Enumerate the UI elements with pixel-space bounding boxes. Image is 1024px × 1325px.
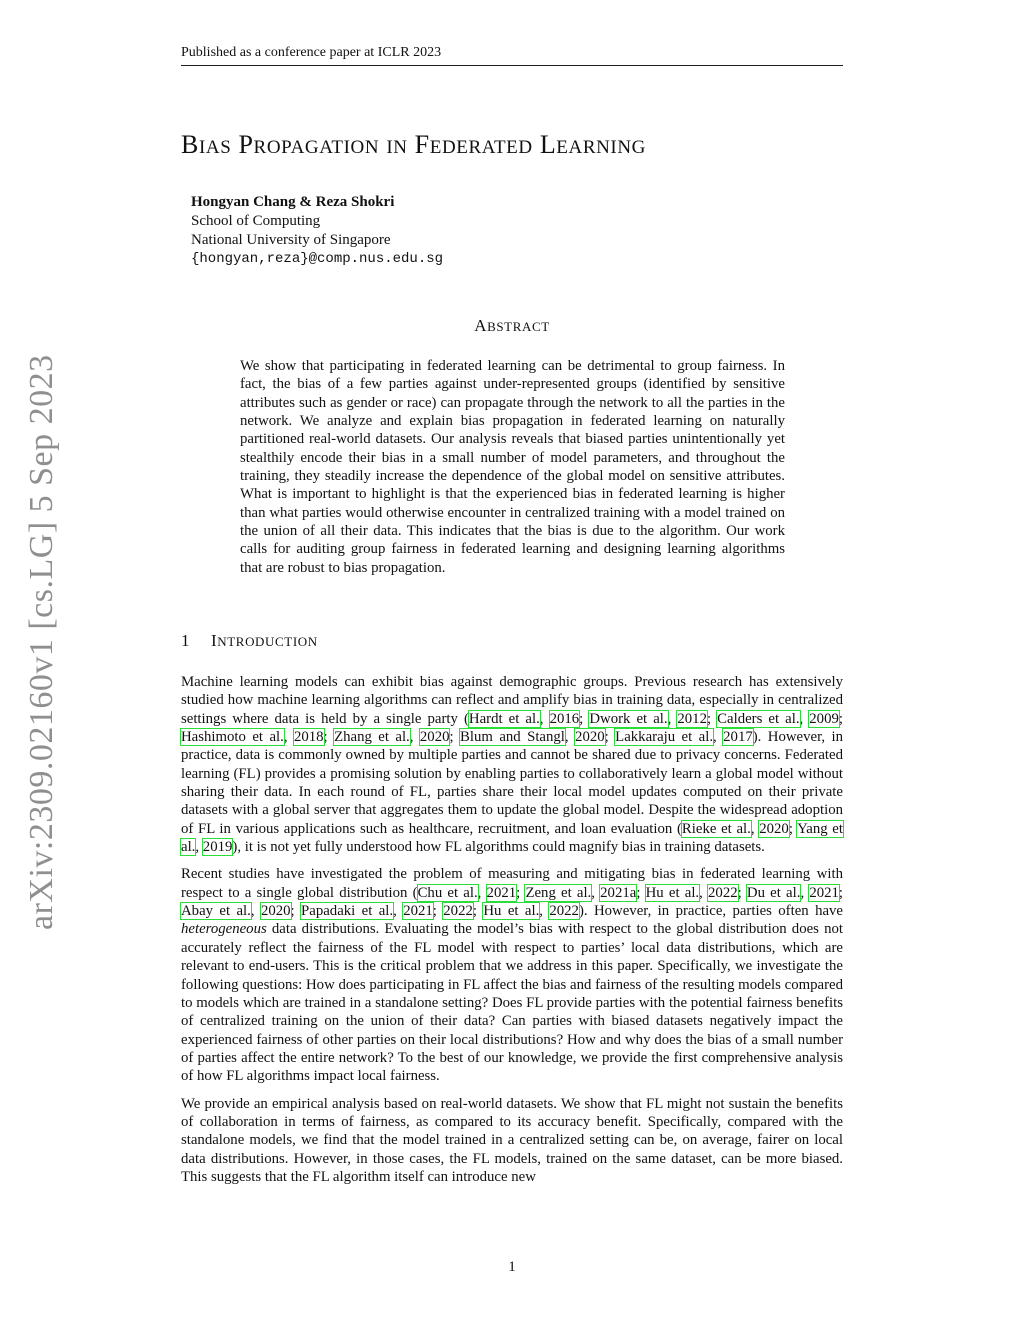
citation-year-link[interactable]: 2009	[809, 710, 839, 727]
citation-link[interactable]: Hu et al.	[483, 903, 540, 920]
citation-year-link[interactable]: 2021	[809, 884, 839, 901]
citation-link[interactable]: Blum and Stangl	[460, 729, 565, 746]
abstract-heading: ABSTRACT	[474, 316, 550, 335]
introduction-heading: 1 INTRODUCTION	[181, 631, 318, 650]
author-block	[191, 193, 443, 269]
citation-year-link[interactable]: 2021	[403, 903, 433, 920]
citation-year-link[interactable]: 2022	[443, 903, 473, 920]
citation-link[interactable]: Hu et al.	[645, 884, 700, 901]
running-header: Published as a conference paper at ICLR 2023	[181, 45, 442, 60]
header-rule	[181, 65, 843, 66]
author-names: Hongyan Chang & Reza Shokri	[191, 194, 395, 210]
citation-link[interactable]: Zeng et al.	[525, 884, 592, 901]
citation-year-link[interactable]: 2020	[575, 729, 605, 746]
author-email[interactable]: {hongyan,reza}@comp.nus.edu.sg	[191, 251, 444, 267]
citation-year-link[interactable]: 2020	[260, 903, 291, 920]
citation-year-link[interactable]: 2021	[486, 884, 517, 901]
introduction-body	[181, 673, 843, 1195]
author-university: National University of Singapore	[191, 232, 391, 248]
emphasis-text: heterogeneous	[181, 921, 267, 938]
citation-year-link[interactable]: 2020	[419, 729, 450, 746]
citation-link[interactable]: Yang et al.	[181, 820, 843, 856]
citation-link[interactable]: Du et al.	[746, 884, 801, 901]
citation-year-link[interactable]: 2022	[549, 903, 579, 920]
citation-year-link[interactable]: 2016	[549, 710, 580, 727]
citation-link[interactable]: Zhang et al.	[334, 729, 410, 746]
citation-link[interactable]: Lakkaraju et al.	[615, 729, 714, 746]
paper-title: BIAS PROPAGATION IN FEDERATED LEARNING	[181, 130, 646, 159]
citation-year-link[interactable]: 2018	[293, 729, 324, 746]
intro-paragraph-3: We provide an empirical analysis based on real-world datasets. We show that FL might not sustain the benefits of collaboration in terms of fairness, as compared to its accuracy benefit. Specifically, compared with the standalone models, we find that the model trained in a centralized setting can be, on average, fairer on local data distributions. However, in those cases, the FL models, trained on the same dataset, can be more biased. This suggests that the FL algorithm itself can introduce new	[181, 1095, 843, 1185]
abstract-text: We show that participating in federated learning can be detrimental to group fairness. In fact, the bias of a few parties against under-represented groups (identified by sensitive attributes such as gender or race) can propagate through the network to all the parties in the network. We analyze and explain bias propagation in federated learning on naturally partitioned real-world datasets. Our analysis reveals that biased parties unintentionally yet stealthily encode their bias in a small number of model parameters, and throughout the training, they steadily increase the dependence of the global model on sensitive attributes. What is important to highlight is that the experienced bias in federated learning is higher than what parties would otherwise encounter in centralized training with a model trained on the union of all their data. This indicates that the bias is due to the algorithm. Our work calls for auditing group fairness in federated learning and designing learning algorithms that are robust to bias propagation.	[240, 358, 785, 576]
citation-link[interactable]: Chu et al.	[417, 884, 478, 901]
citation-link[interactable]: Calders et al.	[717, 710, 800, 727]
citation-year-link[interactable]: 2012	[677, 710, 707, 727]
page-number: 1	[508, 1259, 516, 1275]
citation-year-link[interactable]: 2020	[759, 820, 789, 837]
citation-link[interactable]: Papadaki et al.	[301, 903, 394, 920]
citation-year-link[interactable]: 2022	[708, 884, 738, 901]
intro-paragraph-1: Machine learning models can exhibit bias against demographic groups. Previous research has extensively studied how machine learning algorithms can reflect and amplify bias in training data, especially in centralized settings where data is held by a single party (Hardt et al., 2016; Dwork et al., 2012; Calders et al., 2009; Hashimoto et al., 2018; Zhang et al., 2020; Blum and Stangl, 2020; Lakkaraju et al., 2017). However, in practice, data is commonly owned by multiple parties and cannot be shared due to privacy concerns. Federated learning (FL) provides a promising solution by enabling parties to collaboratively learn a global model without sharing their data. In each round of FL, parties share their local model updates computed on their private datasets with a global server that aggregates them to update the global model. Despite the widespread adoption of FL in various applications such as healthcare, recruitment, and loan evaluation (Rieke et al., 2020; Yang et al., 2019), it is not yet fully understood how FL algorithms could magnify bias in training datasets.	[181, 674, 844, 856]
author-department: School of Computing	[191, 213, 321, 229]
citation-link[interactable]: Hardt et al.	[468, 710, 540, 727]
citation-year-link[interactable]: 2021a	[600, 884, 637, 901]
citation-link[interactable]: Abay et al.	[181, 903, 251, 920]
citation-year-link[interactable]: 2017	[723, 729, 753, 746]
citation-link[interactable]: Rieke et al.	[681, 820, 751, 837]
citation-link[interactable]: Dwork et al.	[589, 710, 668, 727]
intro-paragraph-2: Recent studies have investigated the problem of measuring and mitigating bias in federated learning with respect to a single global distribution (Chu et al., 2021; Zeng et al., 2021a; Hu et al., 2022; Du et al., 2021; Abay et al., 2020; Papadaki et al., 2021; 2022; Hu et al., 2022). However, in practice, parties often have heterogeneous data distributions. Evaluating the model’s bias with respect to the global distribution does not accurately reflect the fairness of the FL model with respect to parties’ local data distributions, which are relevant to end-users. This is the critical problem that we address in this paper. Specifically, we investigate the following questions: How does participating in FL affect the bias and fairness of the resulting models compared to models which are trained in a standalone setting? Does FL provide parties with the potential fairness benefits of centralized training on the union of their data? Can parties with biased datasets negatively impact the experienced fairness of other parties on their local distributions? How and why does the bias of a small number of parties affect the entire network? To the best of our knowledge, we provide the first comprehensive analysis of how FL algorithms impact local fairness.	[181, 866, 844, 1085]
citation-link[interactable]: Hashimoto et al.	[181, 729, 284, 746]
citation-year-link[interactable]: 2019	[202, 839, 233, 856]
arxiv-stamp: arXiv:2309.02160v1 [cs.LG] 5 Sep 2023	[23, 354, 60, 930]
